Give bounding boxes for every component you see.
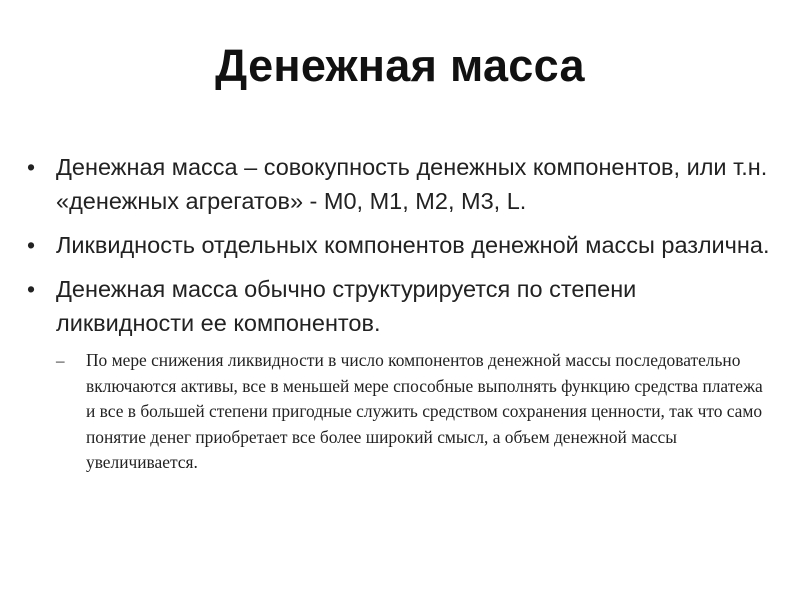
sub-bullet-text: По мере снижения ликвидности в число компонентов денежной массы последовательно включаются активы, все в меньшей мере способные выполнять функцию средства платежа и все в большей степени пригодные служить средством сохранения ценности, так что само понятие денег приобретает все более широкий смысл, а объем денежной массы увеличивается.: [86, 350, 763, 472]
slide-title: Денежная масса: [215, 40, 585, 91]
bullet-marker: •: [27, 276, 36, 302]
sub-bullet-marker: –: [56, 351, 65, 370]
bullet-item-structure: [24, 272, 776, 340]
bullet-text: Ликвидность отдельных компонентов денежной массы различна.: [56, 232, 770, 258]
sub-bullet-item: [56, 348, 776, 476]
bullet-text: Денежная масса – совокупность денежных компонентов, или т.н. «денежных агрегатов» - М0, М1, М2, М3, L.: [56, 154, 768, 214]
bullet-marker: •: [27, 232, 36, 258]
bullet-list: [24, 150, 776, 476]
bullet-marker: •: [27, 154, 36, 180]
bullet-item-liquidity: [24, 228, 776, 262]
bullet-item-definition: [24, 150, 776, 218]
bullet-text: Денежная масса обычно структурируется по степени ликвидности ее компонентов.: [56, 276, 637, 336]
